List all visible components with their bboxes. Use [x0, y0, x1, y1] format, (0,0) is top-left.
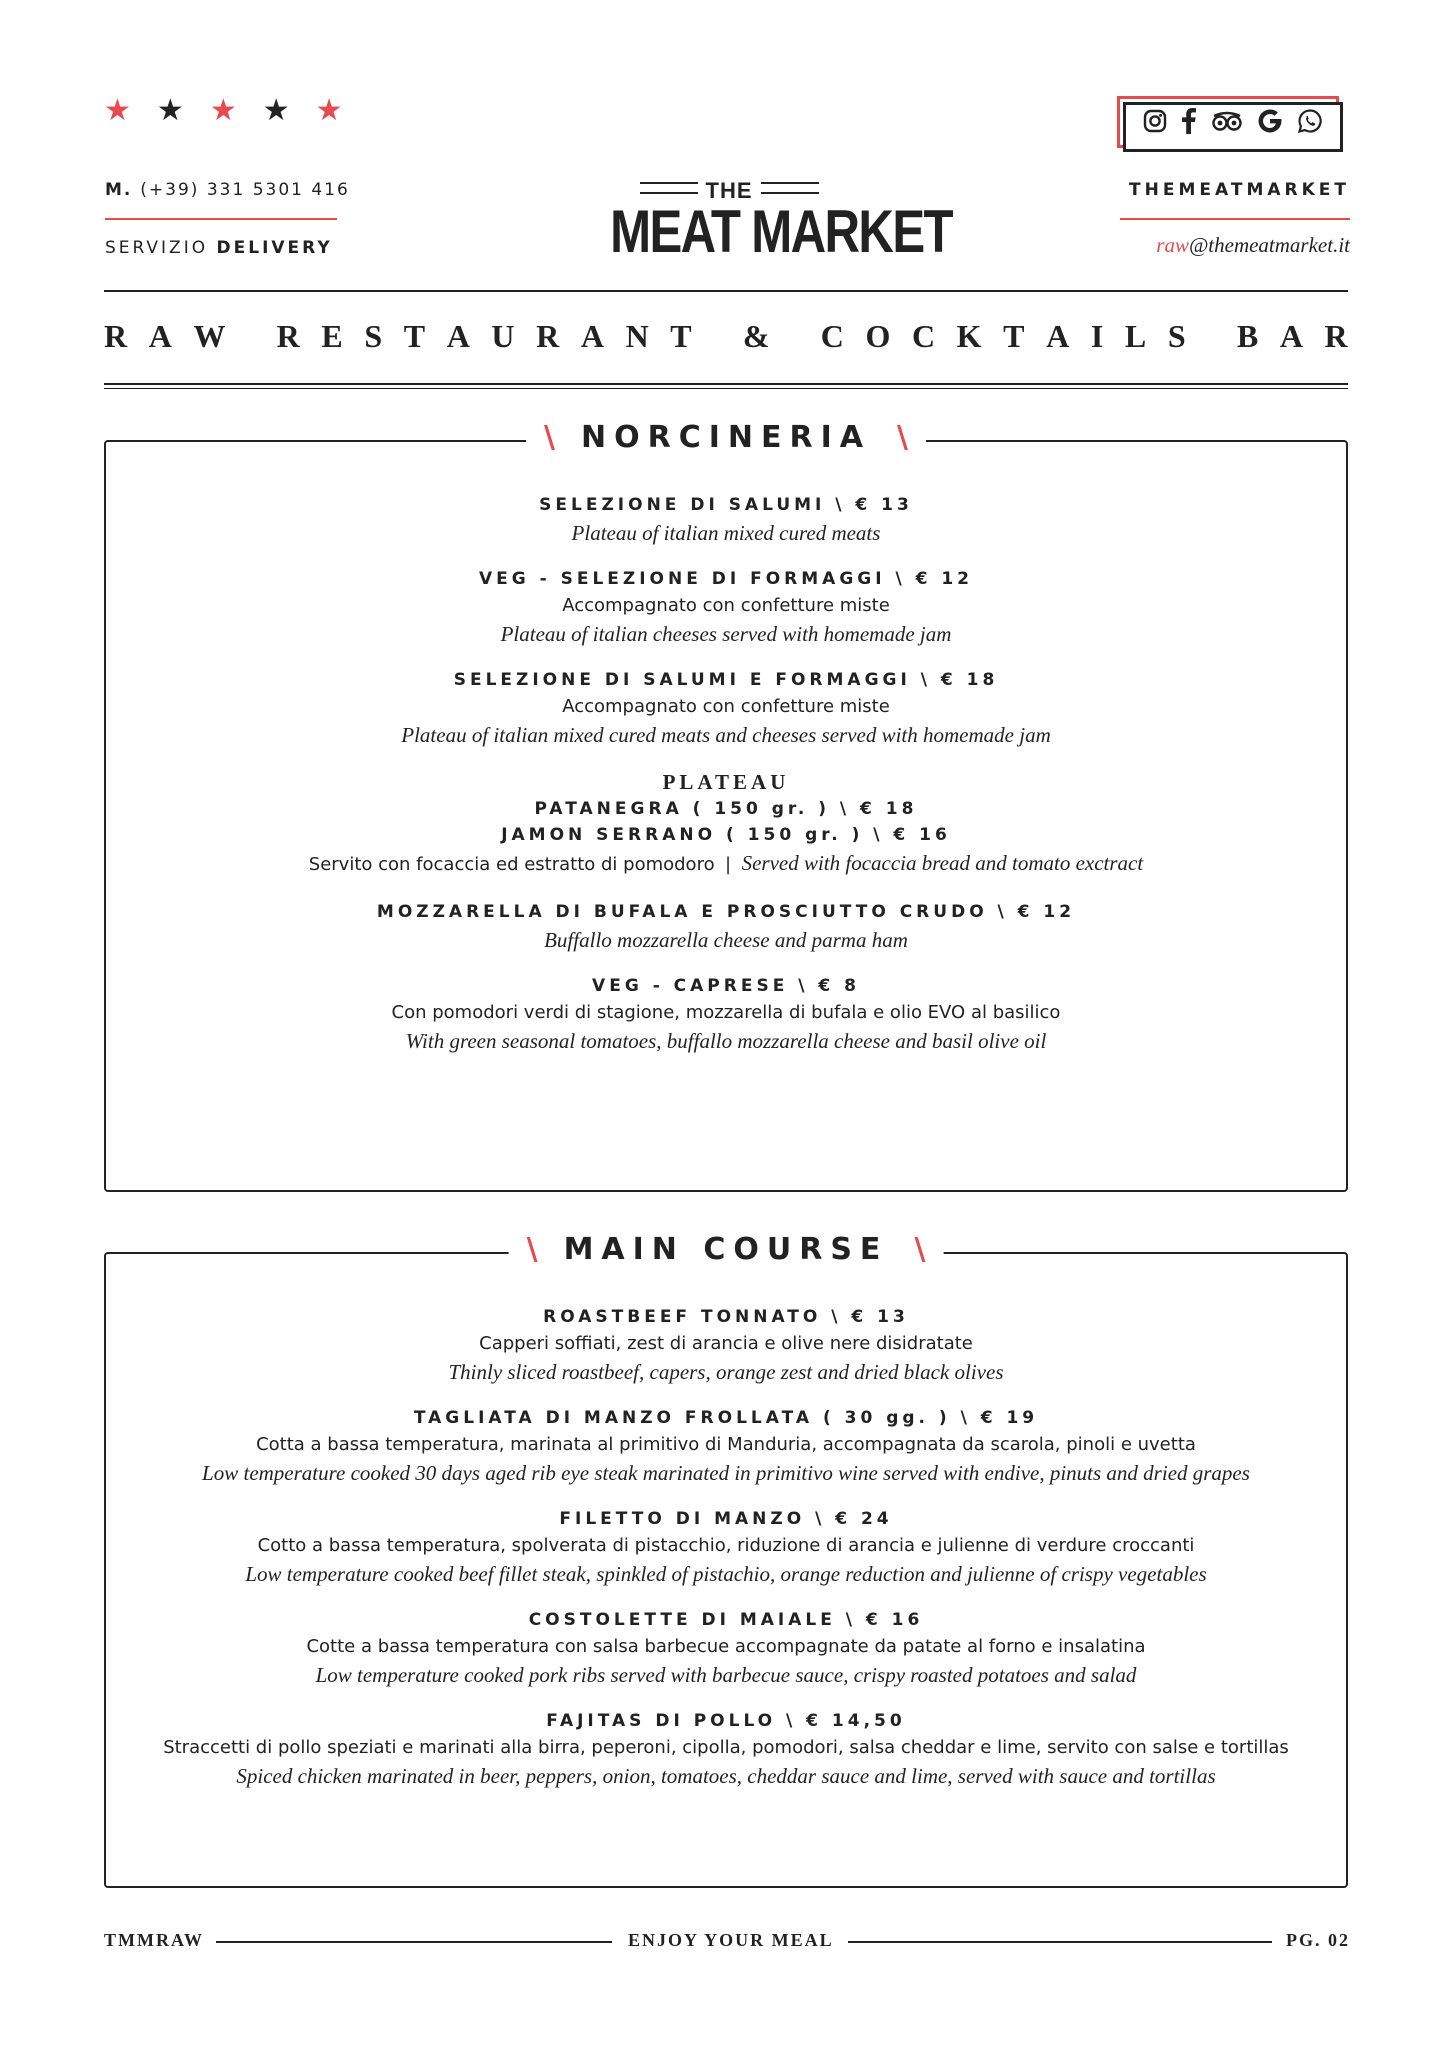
item-desc-en: Buffallo mozzarella cheese and parma ham: [544, 928, 908, 952]
phone-number[interactable]: [105, 180, 350, 200]
star-icon: ★: [315, 94, 343, 127]
logo-wordmark: MEAT MARKET: [610, 198, 952, 265]
norcineria-section: [104, 420, 1348, 1192]
tagline-space: [1207, 318, 1215, 355]
tripadvisor-icon[interactable]: [1211, 109, 1243, 143]
item-desc-en: Low temperature cooked 30 days aged rib eye steak marinated in primitivo wine served with endive, pinuts and dried grapes: [202, 1461, 1250, 1485]
tagline-letter: K: [956, 318, 982, 354]
social-icons: [1143, 108, 1323, 144]
item-title: SELEZIONE DI SALUMI \ € 13: [539, 495, 913, 515]
tagline-letter: T: [670, 318, 692, 354]
logo: [584, 178, 952, 265]
main-course-items: [106, 1304, 1346, 1791]
section-title-text: NORCINERIA: [581, 420, 871, 455]
tagline-letter: S: [364, 318, 383, 354]
menu-item: [106, 667, 1346, 750]
tagline-space: [247, 318, 255, 355]
item-desc-en: Plateau of italian mixed cured meats: [571, 521, 881, 545]
menu-item: [106, 1607, 1346, 1690]
divider: [104, 383, 1348, 385]
menu-item: [106, 566, 1346, 649]
item-title: JAMON SERRANO ( 150 gr. ) \ € 16: [501, 825, 951, 845]
divider: [104, 290, 1348, 292]
item-title: ROASTBEEF TONNATO \ € 13: [543, 1307, 909, 1327]
tagline-letter: O: [865, 318, 891, 354]
item-desc-en: Low temperature cooked beef fillet steak, spinkled of pistachio, orange reduction and julienne of crispy vegetables: [245, 1562, 1207, 1586]
phone-prefix: M.: [105, 180, 133, 200]
slash-icon: \: [544, 420, 556, 455]
star-icon: ★: [262, 94, 290, 127]
tagline-letter: A: [580, 318, 604, 354]
tagline-letter: A: [1279, 318, 1303, 354]
plateau-note-en: Served with focaccia bread and tomato exctract: [741, 851, 1144, 875]
menu-item: [106, 1708, 1346, 1791]
whatsapp-icon[interactable]: [1297, 108, 1323, 144]
delivery-label: SERVIZIO: [105, 238, 209, 258]
item-desc-it: Straccetti di pollo speziati e marinati alla birra, peperoni, cipolla, pomodori, salsa cheddar e lime, servito con salse e tortillas: [163, 1737, 1289, 1758]
item-desc-en: With green seasonal tomatoes, buffallo mozzarella cheese and basil olive oil: [405, 1029, 1047, 1053]
tagline-letter: C: [911, 318, 936, 354]
item-desc-en: Plateau of italian cheeses served with homemade jam: [500, 622, 952, 646]
google-icon[interactable]: [1257, 108, 1283, 144]
tagline-letter: &: [742, 318, 770, 354]
item-title: TAGLIATA DI MANZO FROLLATA ( 30 gg. ) \ € 19: [413, 1408, 1039, 1428]
item-title: COSTOLETTE DI MAIALE \ € 16: [528, 1610, 924, 1630]
menu-item: [106, 899, 1346, 955]
footer-divider: [216, 1941, 612, 1943]
tagline-letter: U: [491, 318, 515, 354]
item-desc-it: Accompagnato con confetture miste: [562, 696, 890, 717]
tagline-letter: A: [1046, 318, 1070, 354]
tagline-letter: I: [1090, 318, 1104, 354]
tagline-letter: R: [104, 318, 128, 354]
menu-item: [106, 1405, 1346, 1488]
tagline-letter: S: [1167, 318, 1186, 354]
item-title: MOZZARELLA DI BUFALA E PROSCIUTTO CRUDO \ € 12: [376, 902, 1076, 922]
separator: |: [725, 854, 732, 875]
item-desc-en: Low temperature cooked pork ribs served with barbecue sauce, crispy roasted potatoes and salad: [315, 1663, 1137, 1687]
footer-divider: [848, 1941, 1272, 1943]
plateau-note-it: Servito con focaccia ed estratto di pomodoro: [308, 854, 715, 875]
footer-left: TMMRAW: [104, 1930, 204, 1950]
tagline-letter: B: [1236, 318, 1259, 354]
item-desc-en: Thinly sliced roastbeef, capers, orange zest and dried black olives: [448, 1360, 1004, 1384]
item-desc-it: Cotta a bassa temperatura, marinata al primitivo di Manduria, accompagnata da scarola, pinoli e uvetta: [256, 1434, 1196, 1455]
footer-center: ENJOY YOUR MEAL: [628, 1930, 834, 1950]
menu-item: [106, 973, 1346, 1056]
item-title: SELEZIONE DI SALUMI E FORMAGGI \ € 18: [453, 670, 999, 690]
divider: [104, 388, 1348, 389]
footer-page-number: PG. 02: [1286, 1930, 1350, 1950]
item-desc-en: Plateau of italian mixed cured meats and cheeses served with homemade jam: [401, 723, 1051, 747]
logo-the: THE: [705, 178, 753, 203]
tagline-letter: A: [148, 318, 172, 354]
accent-divider: [1120, 218, 1350, 220]
phone-digits: (+39) 331 5301 416: [140, 180, 350, 200]
email-user: raw: [1156, 233, 1189, 257]
slash-icon: \: [526, 1232, 538, 1267]
rating-stars: [104, 96, 343, 126]
delivery-label-bold: DELIVERY: [216, 238, 333, 258]
section-title: [526, 420, 926, 455]
item-title: VEG - SELEZIONE DI FORMAGGI \ € 12: [478, 569, 974, 589]
item-desc-it: Con pomodori verdi di stagione, mozzarella di bufala e olio EVO al basilico: [391, 1002, 1061, 1023]
item-title: VEG - CAPRESE \ € 8: [592, 976, 860, 996]
star-icon: ★: [156, 94, 184, 127]
tagline-letter: W: [193, 318, 226, 354]
tagline-letter: R: [276, 318, 300, 354]
delivery-service: [105, 238, 333, 258]
tagline: [104, 318, 1348, 355]
tagline-letter: N: [625, 318, 649, 354]
tagline-letter: R: [1324, 318, 1348, 354]
tagline-letter: T: [1003, 318, 1025, 354]
brand-name: THEMEATMARKET: [1129, 180, 1350, 200]
item-title: PATANEGRA ( 150 gr. ) \ € 18: [534, 799, 918, 819]
plateau-heading: PLATEAU: [662, 770, 790, 794]
email-domain: @themeatmarket.it: [1188, 233, 1350, 257]
menu-item: [106, 1304, 1346, 1387]
menu-item: [106, 1506, 1346, 1589]
section-title-text: MAIN COURSE: [563, 1232, 889, 1267]
star-icon: ★: [209, 94, 237, 127]
instagram-icon[interactable]: [1143, 109, 1167, 143]
tagline-space: [791, 318, 799, 355]
tagline-letter: A: [446, 318, 470, 354]
facebook-icon[interactable]: [1181, 108, 1197, 144]
tagline-letter: L: [1124, 318, 1147, 354]
email-link[interactable]: [1156, 233, 1350, 258]
item-desc-it: Cotte a bassa temperatura con salsa barbecue accompagnate da patate al forno e insalatina: [306, 1636, 1146, 1657]
item-desc-it: Cotto a bassa temperatura, spolverata di pistacchio, riduzione di arancia e julienne di verdure croccanti: [257, 1535, 1195, 1556]
tagline-letter: T: [403, 318, 426, 354]
main-course-section: [104, 1232, 1348, 1888]
slash-icon: \: [896, 420, 908, 455]
item-title: FAJITAS DI POLLO \ € 14,50: [546, 1711, 906, 1731]
menu-item: [106, 492, 1346, 548]
tagline-space: [713, 318, 721, 355]
plateau-group: [106, 768, 1346, 881]
star-icon: ★: [104, 94, 131, 127]
slash-icon: \: [914, 1232, 926, 1267]
tagline-letter: R: [536, 318, 560, 354]
accent-divider: [105, 218, 337, 220]
item-desc-it: Capperi soffiati, zest di arancia e olive nere disidratate: [479, 1333, 973, 1354]
item-desc-it: Accompagnato con confetture miste: [562, 595, 890, 616]
norcineria-items: [106, 492, 1346, 1056]
tagline-letter: E: [321, 318, 343, 354]
tagline-letter: C: [820, 318, 844, 354]
section-title: [509, 1232, 944, 1267]
item-desc-en: Spiced chicken marinated in beer, peppers, onion, tomatoes, cheddar sauce and lime, served with sauce and tortillas: [236, 1764, 1216, 1788]
item-title: FILETTO DI MANZO \ € 24: [559, 1509, 893, 1529]
